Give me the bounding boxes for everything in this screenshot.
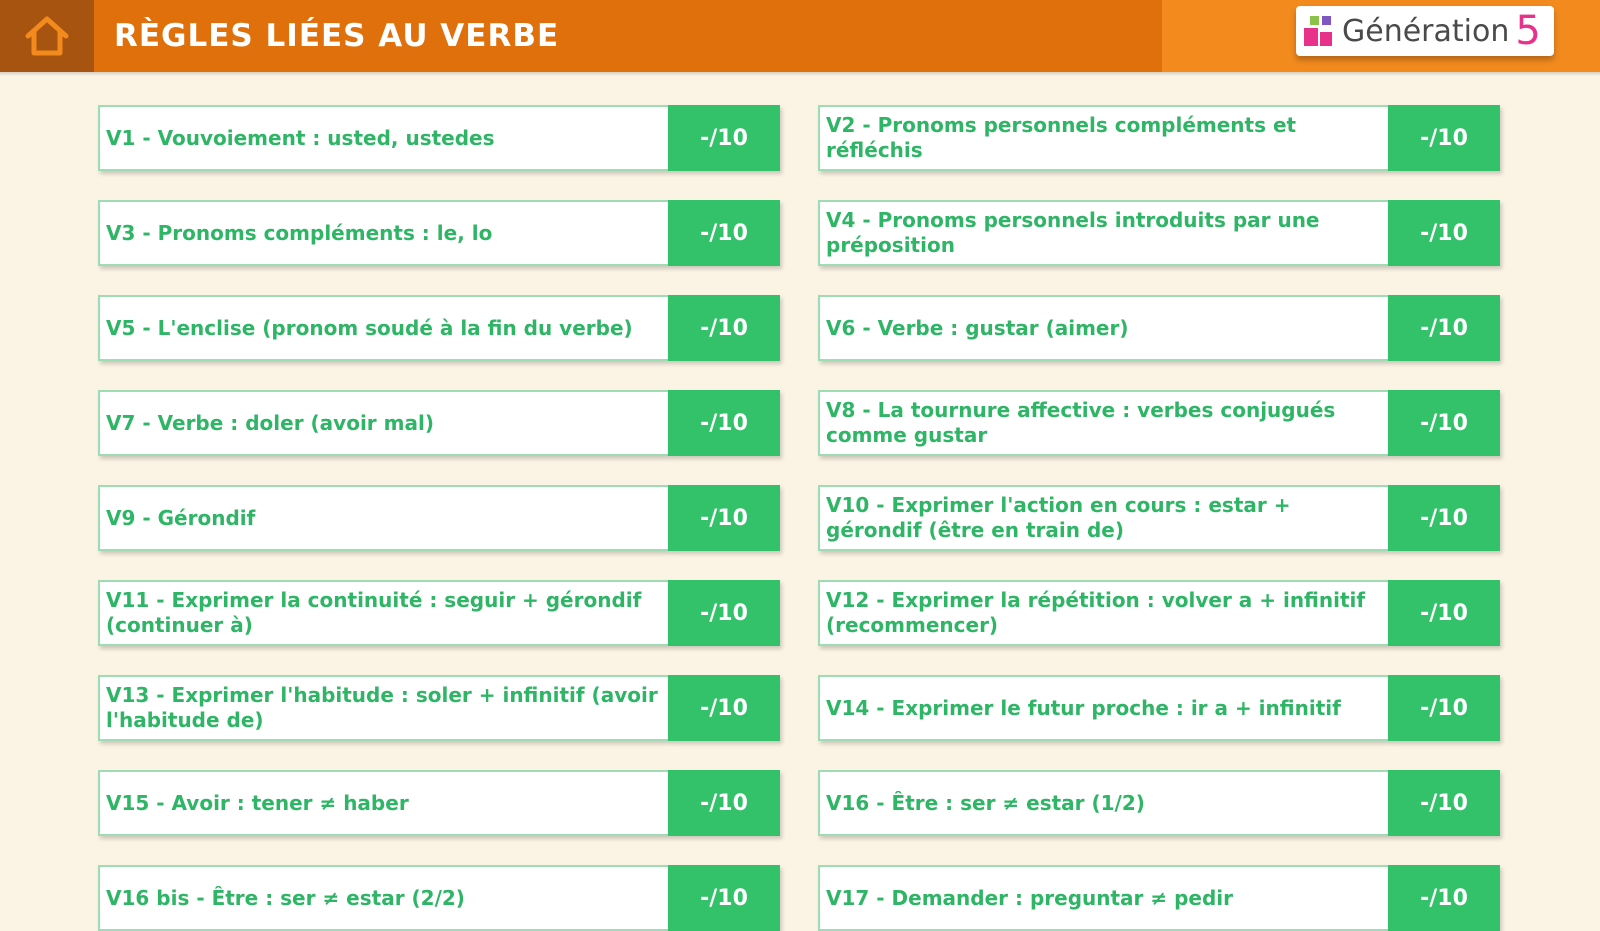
page-title: RÈGLES LIÉES AU VERBE bbox=[114, 18, 560, 54]
rules-row bbox=[98, 770, 1500, 836]
rule-label: V1 - Vouvoiement : usted, ustedes bbox=[98, 105, 668, 171]
rule-label: V13 - Exprimer l'habitude : soler + infinitif (avoir l'habitude de) bbox=[98, 675, 668, 741]
rule-label: V10 - Exprimer l'action en cours : estar + gérondif (être en train de) bbox=[818, 485, 1388, 551]
rules-row bbox=[98, 295, 1500, 361]
rules-row bbox=[98, 580, 1500, 646]
home-icon bbox=[22, 14, 72, 58]
rule-score: -/10 bbox=[668, 295, 780, 361]
rule-label: V14 - Exprimer le futur proche : ir a + infinitif bbox=[818, 675, 1388, 741]
rule-score: -/10 bbox=[668, 390, 780, 456]
brand-logo bbox=[1296, 6, 1554, 56]
rule-label: V8 - La tournure affective : verbes conjugués comme gustar bbox=[818, 390, 1388, 456]
app-header bbox=[0, 0, 1600, 72]
rule-v16[interactable] bbox=[818, 770, 1500, 836]
rules-row bbox=[98, 865, 1500, 931]
logo-number: 5 bbox=[1515, 8, 1541, 54]
logo-text: Génération bbox=[1342, 13, 1510, 49]
rule-score: -/10 bbox=[1388, 770, 1500, 836]
rule-label: V4 - Pronoms personnels introduits par une préposition bbox=[818, 200, 1388, 266]
rule-score: -/10 bbox=[1388, 485, 1500, 551]
rule-label: V2 - Pronoms personnels compléments et réfléchis bbox=[818, 105, 1388, 171]
rule-v9[interactable] bbox=[98, 485, 780, 551]
rule-score: -/10 bbox=[1388, 390, 1500, 456]
rule-score: -/10 bbox=[1388, 675, 1500, 741]
rule-v14[interactable] bbox=[818, 675, 1500, 741]
rules-row bbox=[98, 485, 1500, 551]
rule-v17[interactable] bbox=[818, 865, 1500, 931]
rule-label: V16 - Être : ser ≠ estar (1/2) bbox=[818, 770, 1388, 836]
rule-v6[interactable] bbox=[818, 295, 1500, 361]
rule-v1[interactable] bbox=[98, 105, 780, 171]
rule-score: -/10 bbox=[668, 200, 780, 266]
rule-label: V9 - Gérondif bbox=[98, 485, 668, 551]
rules-row bbox=[98, 105, 1500, 171]
rule-v4[interactable] bbox=[818, 200, 1500, 266]
rule-v16-bis[interactable] bbox=[98, 865, 780, 931]
rule-label: V3 - Pronoms compléments : le, lo bbox=[98, 200, 668, 266]
rule-v15[interactable] bbox=[98, 770, 780, 836]
rule-v2[interactable] bbox=[818, 105, 1500, 171]
rule-v12[interactable] bbox=[818, 580, 1500, 646]
rule-label: V11 - Exprimer la continuité : seguir + gérondif (continuer à) bbox=[98, 580, 668, 646]
rule-score: -/10 bbox=[1388, 105, 1500, 171]
header-shadow bbox=[0, 72, 1600, 76]
rule-label: V15 - Avoir : tener ≠ haber bbox=[98, 770, 668, 836]
rule-v7[interactable] bbox=[98, 390, 780, 456]
rule-label: V7 - Verbe : doler (avoir mal) bbox=[98, 390, 668, 456]
rule-label: V16 bis - Être : ser ≠ estar (2/2) bbox=[98, 865, 668, 931]
rule-score: -/10 bbox=[1388, 200, 1500, 266]
rule-score: -/10 bbox=[668, 580, 780, 646]
rule-score: -/10 bbox=[668, 770, 780, 836]
rule-score: -/10 bbox=[1388, 295, 1500, 361]
rules-row bbox=[98, 675, 1500, 741]
title-band bbox=[94, 0, 1162, 72]
rule-v11[interactable] bbox=[98, 580, 780, 646]
rule-score: -/10 bbox=[1388, 580, 1500, 646]
rule-label: V17 - Demander : preguntar ≠ pedir bbox=[818, 865, 1388, 931]
rule-label: V6 - Verbe : gustar (aimer) bbox=[818, 295, 1388, 361]
rule-label: V5 - L'enclise (pronom soudé à la fin du verbe) bbox=[98, 295, 668, 361]
rule-v5[interactable] bbox=[98, 295, 780, 361]
rule-v3[interactable] bbox=[98, 200, 780, 266]
rule-score: -/10 bbox=[668, 485, 780, 551]
rule-v8[interactable] bbox=[818, 390, 1500, 456]
rule-score: -/10 bbox=[668, 865, 780, 931]
rules-row bbox=[98, 390, 1500, 456]
rules-row bbox=[98, 200, 1500, 266]
rule-score: -/10 bbox=[1388, 865, 1500, 931]
rule-v13[interactable] bbox=[98, 675, 780, 741]
rule-label: V12 - Exprimer la répétition : volver a + infinitif (recommencer) bbox=[818, 580, 1388, 646]
rule-v10[interactable] bbox=[818, 485, 1500, 551]
home-button[interactable] bbox=[0, 0, 94, 72]
rule-score: -/10 bbox=[668, 105, 780, 171]
logo-mark-icon bbox=[1304, 14, 1334, 48]
rule-score: -/10 bbox=[668, 675, 780, 741]
